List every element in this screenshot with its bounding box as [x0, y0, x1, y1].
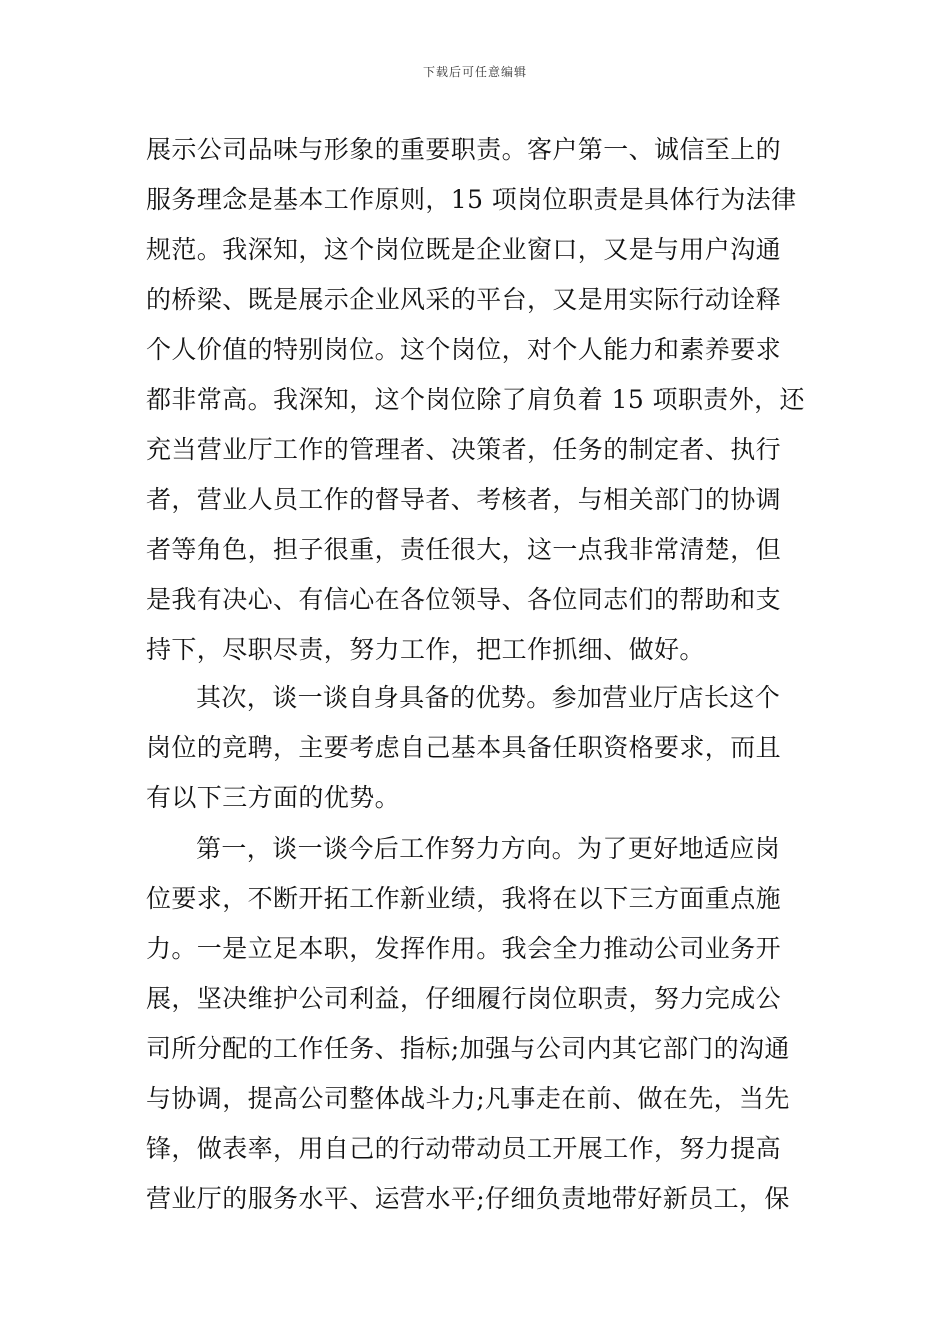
text-line: 充当营业厅工作的管理者、决策者，任务的制定者、执行 — [146, 435, 782, 464]
text-line: 其次，谈一谈自身具备的优势。参加营业厅店长这个 — [196, 683, 781, 712]
text-line: 力。一是立足本职，发挥作用。我会全力推动公司业务开 — [146, 934, 782, 963]
text-line: 第一，谈一谈今后工作努力方向。为了更好地适应岗 — [196, 834, 781, 863]
text-line: 展示公司品味与形象的重要职责。客户第一、诚信至上的 — [146, 135, 782, 164]
text-line: 与协调，提高公司整体战斗力;凡事走在前、做在先，当先 — [146, 1084, 790, 1113]
text-line: 锋，做表率，用自己的行动带动员工开展工作，努力提高 — [146, 1134, 782, 1163]
text-line: 者等角色，担子很重，责任很大，这一点我非常清楚，但 — [146, 535, 782, 564]
text-line: 持下，尽职尽责，努力工作，把工作抓细、做好。 — [146, 635, 705, 664]
text-line: 有以下三方面的优势。 — [146, 783, 401, 812]
text-line: 岗位的竞聘，主要考虑自己基本具备任职资格要求，而且 — [146, 733, 782, 762]
text-line: 者，营业人员工作的督导者、考核者，与相关部门的协调 — [146, 485, 782, 514]
text-line: 个人价值的特别岗位。这个岗位，对个人能力和素养要求 — [146, 335, 782, 364]
text-line: 营业厅的服务水平、运营水平;仔细负责地带好新员工，保 — [146, 1184, 790, 1213]
text-line: 服务理念是基本工作原则，15 项岗位职责是具体行为法律 — [146, 185, 797, 214]
text-line: 位要求，不断开拓工作新业绩，我将在以下三方面重点施 — [146, 884, 782, 913]
text-line: 司所分配的工作任务、指标;加强与公司内其它部门的沟通 — [146, 1034, 790, 1063]
text-line: 是我有决心、有信心在各位领导、各位同志们的帮助和支 — [146, 585, 782, 614]
text-line: 展，坚决维护公司利益，仔细履行岗位职责，努力完成公 — [146, 984, 782, 1013]
text-line: 规范。我深知，这个岗位既是企业窗口，又是与用户沟通 — [146, 235, 782, 264]
page-header: 下载后可任意编辑 — [422, 65, 527, 79]
text-line: 的桥梁、既是展示企业风采的平台，又是用实际行动诠释 — [146, 285, 782, 314]
text-line: 都非常高。我深知，这个岗位除了肩负着 15 项职责外，还 — [146, 385, 805, 414]
